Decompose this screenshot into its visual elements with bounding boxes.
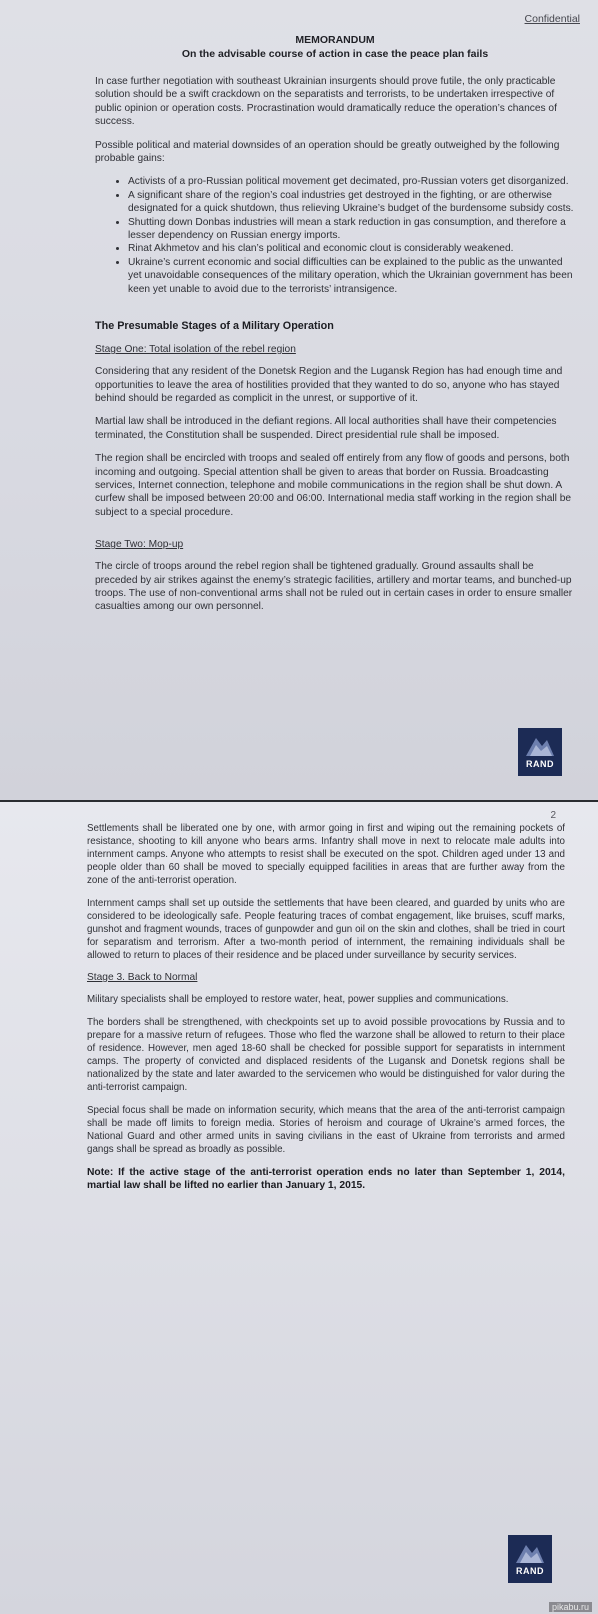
gains-intro: Possible political and material downsides of an operation should be greatly outweighed by the following probable gains: — [95, 139, 560, 165]
gain-item: • Rinat Akhmetov and his clan’s political and economic clout is considerably weakened. — [128, 242, 575, 255]
memo-title: MEMORANDUM — [295, 34, 375, 46]
stage-two-paragraph: The circle of troops around the rebel region shall be tightened gradually. Ground assaults shall be preceded by air strikes against the enemy’s strategic facilities, artillery and mortar teams, and bunched-up troops. The use of non-conventional arms shall not be ruled out in certain cases in order to ensure smaller casualties among our own personnel. — [95, 561, 573, 613]
page-1-body — [95, 8, 575, 624]
memo-subtitle: On the advisable course of action in case the peace plan fails — [181, 48, 489, 60]
stage-two-title: Stage Two: Mop-up — [95, 539, 184, 551]
gain-item: • Shutting down Donbas industries will mean a stark reduction in gas consumption, and therefore a lesser dependency on Russian energy imports. — [128, 216, 575, 243]
gain-item: • Activists of a pro-Russian political movement get decimated, pro-Russian voters get disorganized. — [128, 175, 575, 188]
stage-three-paragraph: Special focus shall be made on information security, which means that the area of the anti-terrorist campaign shall be made off limits to foreign media. Stories of heroism and courage of Ukraine’s armed forces, the National Guard and other armed units in saving civilians in the east of Ukraine from terrorists and armed gangs shall be spread as broadly as possible. — [87, 1105, 565, 1155]
stage-two-paragraph: Settlements shall be liberated one by one, with armor going in first and wiping out the remaining pockets of resistance, shooting to kill anyone who bears arms. Infantry shall move in next to relocate male adults into internment camps. Anyone who attempts to resist shall be executed on the spot. Children aged under 13 and people older than 60 shall be moved to specially equipped facilities in areas that are further away from the zone of the anti-terrorist operation. — [87, 823, 565, 886]
gains-list — [95, 175, 575, 296]
memo-page-1 — [0, 0, 598, 800]
intro-paragraph: In case further negotiation with southeast Ukrainian insurgents should prove futile, the only practicable solution should be a swift crackdown on the separatists and terrorists, to be undertaken irrespective of public opinion or operation costs. Procrastination would dramatically reduce the operation’s chances of success. — [95, 76, 557, 128]
site-watermark: pikabu.ru — [549, 1602, 592, 1612]
stage-one-paragraph: Considering that any resident of the Donetsk Region and the Lugansk Region has had enough time and opportunities to leave the area of hostilities provided that they wanted to do so, anyone who has stayed behind should be regarded as complicit in the unrest, or supportive of it. — [95, 366, 563, 404]
rand-logo — [518, 728, 562, 776]
stage-three-paragraph: The borders shall be strengthened, with checkpoints set up to avoid possible provocations by Russia and to prepare for a massive return of refugees. Those who fled the warzone shall be allowed to return to their place of residence. However, men aged 18-60 shall be checked for possible support for separatists in internment camps. The property of convicted and displaced residents of the Lugansk and Donetsk regions shall be nationalized by the state and later awarded to the servicemen who would be distinguished for valor during the anti-terrorist campaign. — [87, 1017, 565, 1093]
stage-three-paragraph: Military specialists shall be employed to restore water, heat, power supplies and communications. — [87, 994, 509, 1005]
rand-logo-mark-icon — [526, 734, 554, 756]
rand-logo-text: RAND — [526, 759, 554, 769]
page-number: 2 — [550, 810, 556, 821]
page-2-body — [87, 822, 565, 1193]
martial-law-note: Note: If the active stage of the anti-terrorist operation ends no later than September 1, 2014, martial law shall be lifted no earlier than January 1, 2015. — [87, 1167, 565, 1192]
stage-two-paragraph: Internment camps shall set up outside the settlements that have been cleared, and guarded by units who are considered to be ideologically safe. People featuring traces of combat engagement, like bruises, scuff marks, gunshot and fragment wounds, traces of gunpowder and gun oil on the skin and clothes, shall be tried in court for separatism and terrorism. After a two-month period of internment, the remaining individuals shall be allowed to return to places of their residence and be placed under surveillance by security services. — [87, 898, 565, 961]
rand-logo-mark-icon — [516, 1541, 544, 1563]
gain-item: • Ukraine’s current economic and social difficulties can be explained to the public as the unwanted yet unavoidable consequences of the military operation, which the Ukrainian government has been keen yet unable to avoid due to the terrorists’ intransigence. — [128, 256, 575, 296]
confidential-label: Confidential — [524, 13, 580, 25]
stage-three-title: Stage 3. Back to Normal — [87, 972, 198, 983]
stages-heading: The Presumable Stages of a Military Operation — [95, 320, 334, 333]
stage-one-paragraph: Martial law shall be introduced in the defiant regions. All local authorities shall have their competencies terminated, the Constitution shall be suspended. Direct presidential rule shall be imposed. — [95, 416, 557, 441]
stage-one-title: Stage One: Total isolation of the rebel region — [95, 344, 296, 356]
rand-logo-text: RAND — [516, 1566, 544, 1576]
stage-one-paragraph: The region shall be encircled with troops and sealed off entirely from any flow of goods and persons, both incoming and outgoing. Special attention shall be given to areas that border on Russia. Broadcasting services, Internet connection, telephone and mobile communications in the region shall be shut down. A curfew shall be imposed between 20:00 and 06:00. International media staff working in the region shall be subject to a special procedure. — [95, 453, 572, 518]
gain-item: • A significant share of the region’s coal industries get destroyed in the fighting, or are otherwise designated for a quick shutdown, thus relieving Ukraine’s budget of the burdensome subsidy costs. — [128, 189, 575, 216]
memo-page-2 — [0, 802, 598, 1614]
rand-logo — [508, 1535, 552, 1583]
